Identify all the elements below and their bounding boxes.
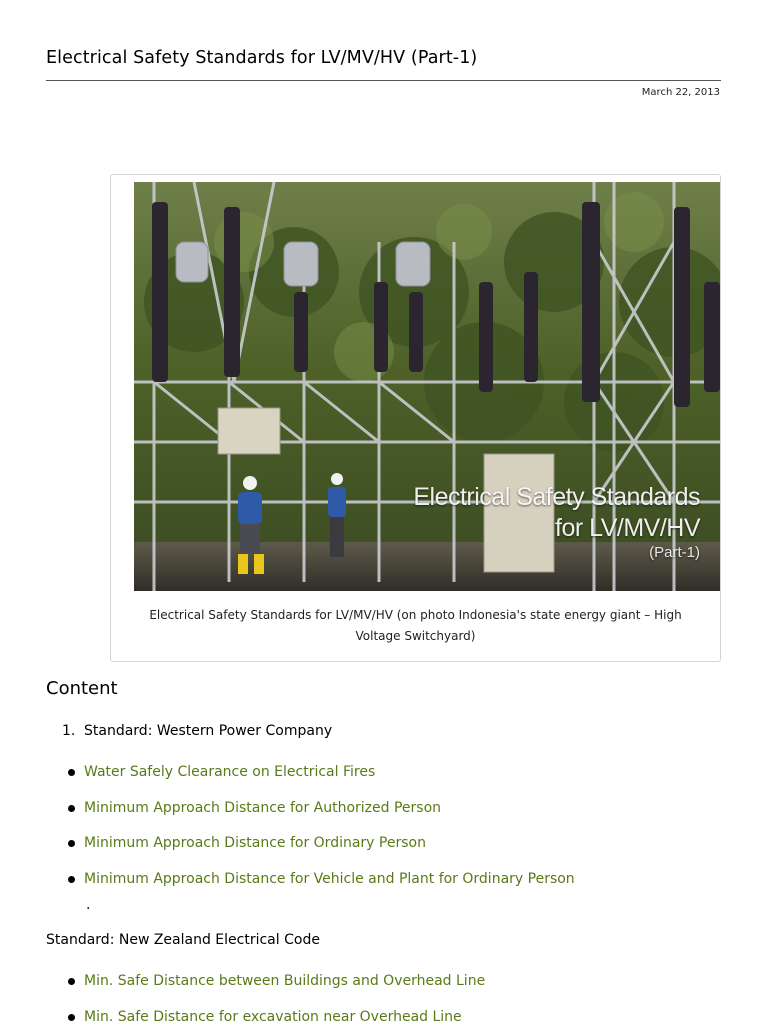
bullet-icon [68,978,75,985]
title-divider [46,80,721,81]
photo-overlay-title-line1: Electrical Safety Standards [413,483,700,511]
bullet-icon [68,876,75,883]
bullet-icon [68,805,75,812]
section-1-label: Standard: Western Power Company [84,723,333,739]
article-title: Electrical Safety Standards for LV/MV/HV (Part-1) [46,48,478,68]
content-heading: Content [46,678,118,699]
section-1-number: 1. [62,723,76,739]
section-1-heading [62,723,332,739]
toc-link-buildings-overhead[interactable]: Min. Safe Distance between Buildings and Overhead Line [84,973,486,989]
toc-link-ordinary-person[interactable]: Minimum Approach Distance for Ordinary Person [84,835,426,851]
toc-link-water-clearance[interactable]: Water Safely Clearance on Electrical Fires [84,764,376,780]
toc-link-vehicle-plant[interactable]: Minimum Approach Distance for Vehicle and Plant for Ordinary Person [84,870,575,887]
switchyard-photo [134,182,720,591]
bullet-icon [68,1014,75,1021]
featured-figure [110,174,721,662]
toc-link-excavation-overhead[interactable]: Min. Safe Distance for excavation near Overhead Line [84,1008,462,1024]
photo-overlay-title-line2: for LV/MV/HV [555,514,700,542]
photo-overlay-title [413,482,700,544]
article-page [46,0,721,1024]
section-2-heading: Standard: New Zealand Electrical Code [46,932,320,948]
publish-date: March 22, 2013 [641,87,720,98]
bullet-icon [68,769,75,776]
photo-overlay-subtitle: (Part-1) [649,544,700,561]
stray-period: . [86,897,91,913]
figure-caption: Electrical Safety Standards for LV/MV/HV (on photo Indonesia's state energy giant – High Voltage Switchyard) [149,608,682,643]
bullet-icon [68,840,75,847]
toc-link-authorized-person[interactable]: Minimum Approach Distance for Authorized Person [84,799,442,816]
